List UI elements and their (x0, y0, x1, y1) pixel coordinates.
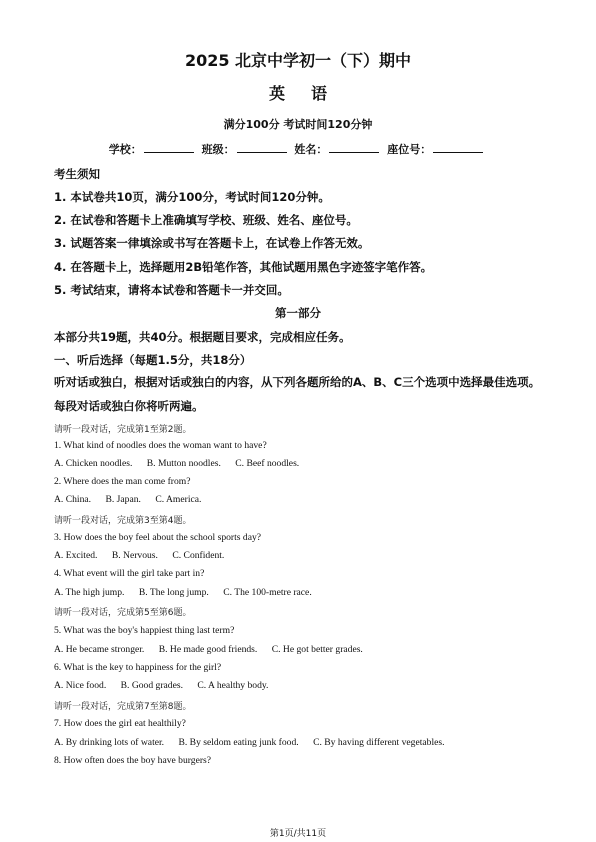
option-a[interactable]: A. China. (54, 494, 92, 505)
question-2: 2. Where does the man come from? (54, 476, 191, 487)
option-c[interactable]: C. America. (155, 494, 202, 505)
option-b[interactable]: B. He made good friends. (158, 644, 258, 655)
subject-title: 英语 (268, 84, 353, 103)
option-a[interactable]: A. He became stronger. (54, 644, 145, 655)
page-number: 第1页/共11页 (269, 829, 327, 839)
question-4: 4. What event will the girl take part in? (54, 568, 205, 579)
section-title: 一、听后选择（每题1.5分，共18分） (54, 353, 252, 367)
class-label: 班级： (201, 143, 235, 156)
option-c[interactable]: C. By having different vegetables. (313, 737, 445, 748)
option-c[interactable]: C. The 100-metre race. (223, 587, 312, 598)
group-prompt: 请听一段对话，完成第1至第2题。 (54, 425, 192, 435)
page-title: 2025 北京中学初一（下）期中 (184, 51, 412, 70)
name-label: 姓名： (294, 143, 328, 156)
instruction-item: 4. 在答题卡上，选择题用2B铅笔作答，其他试题用黑色字迹签字笔作答。 (54, 260, 433, 274)
option-b[interactable]: B. Japan. (105, 494, 141, 505)
question-3: 3. How does the boy feel about the school sports day? (54, 532, 262, 543)
school-blank[interactable] (144, 142, 194, 153)
option-b[interactable]: B. Mutton noodles. (146, 458, 221, 469)
option-c[interactable]: C. Beef noodles. (235, 458, 300, 469)
question-7: 7. How does the girl eat healthily? (54, 718, 186, 729)
option-a[interactable]: A. Excited. (54, 550, 98, 561)
instruction-item: 2. 在试卷和答题卡上准确填写学校、班级、姓名、座位号。 (54, 213, 358, 227)
question-7-options (54, 737, 445, 748)
option-a[interactable]: A. Chicken noodles. (54, 458, 133, 469)
option-a[interactable]: A. By drinking lots of water. (54, 737, 165, 748)
question-5-options (54, 644, 363, 655)
question-5: 5. What was the boy's happiest thing last term? (54, 625, 235, 636)
part-heading: 第一部分 (275, 306, 321, 320)
class-blank[interactable] (237, 142, 287, 153)
option-c[interactable]: C. He got better grades. (271, 644, 363, 655)
option-c[interactable]: C. Confident. (172, 550, 225, 561)
school-label: 学校： (108, 143, 142, 156)
option-b[interactable]: B. Nervous. (111, 550, 158, 561)
question-8: 8. How often does the boy have burgers? (54, 755, 212, 766)
option-b[interactable]: B. Good grades. (120, 680, 183, 691)
instruction-item: 3. 试题答案一律填涂或书写在答题卡上，在试卷上作答无效。 (54, 236, 370, 250)
instruction-item: 1. 本试卷共10页，满分100分，考试时间120分钟。 (54, 190, 330, 204)
option-c[interactable]: C. A healthy body. (197, 680, 269, 691)
question-6: 6. What is the key to happiness for the girl? (54, 662, 222, 673)
seat-blank[interactable] (433, 142, 483, 153)
question-4-options (54, 587, 312, 598)
option-b[interactable]: B. By seldom eating junk food. (178, 737, 299, 748)
option-a[interactable]: A. The high jump. (54, 587, 125, 598)
instructions-heading: 考生须知 (54, 167, 100, 181)
question-6-options (54, 680, 268, 691)
instruction-item: 5. 考试结束，请将本试卷和答题卡一并交回。 (54, 283, 289, 297)
question-3-options (54, 550, 224, 561)
option-b[interactable]: B. The long jump. (138, 587, 209, 598)
group-prompt: 请听一段对话，完成第3至第4题。 (54, 516, 192, 526)
question-1-options (54, 458, 299, 469)
group-prompt: 请听一段对话，完成第7至第8题。 (54, 702, 192, 712)
score-time-line: 满分100分 考试时间120分钟 (223, 118, 373, 131)
section-directions: 听对话或独白，根据对话或独白的内容，从下列各题所给的A、B、C三个选项中选择最佳选项。每段对话或独白你将听两遍。 (54, 375, 541, 413)
part-intro: 本部分共19题，共40分。根据题目要求，完成相应任务。 (54, 330, 351, 344)
option-a[interactable]: A. Nice food. (54, 680, 107, 691)
student-info-fields (0, 141, 596, 157)
question-1: 1. What kind of noodles does the woman want to have? (54, 440, 267, 451)
group-prompt: 请听一段对话，完成第5至第6题。 (54, 608, 192, 618)
seat-label: 座位号： (387, 143, 432, 156)
question-2-options (54, 494, 201, 505)
name-blank[interactable] (329, 142, 379, 153)
